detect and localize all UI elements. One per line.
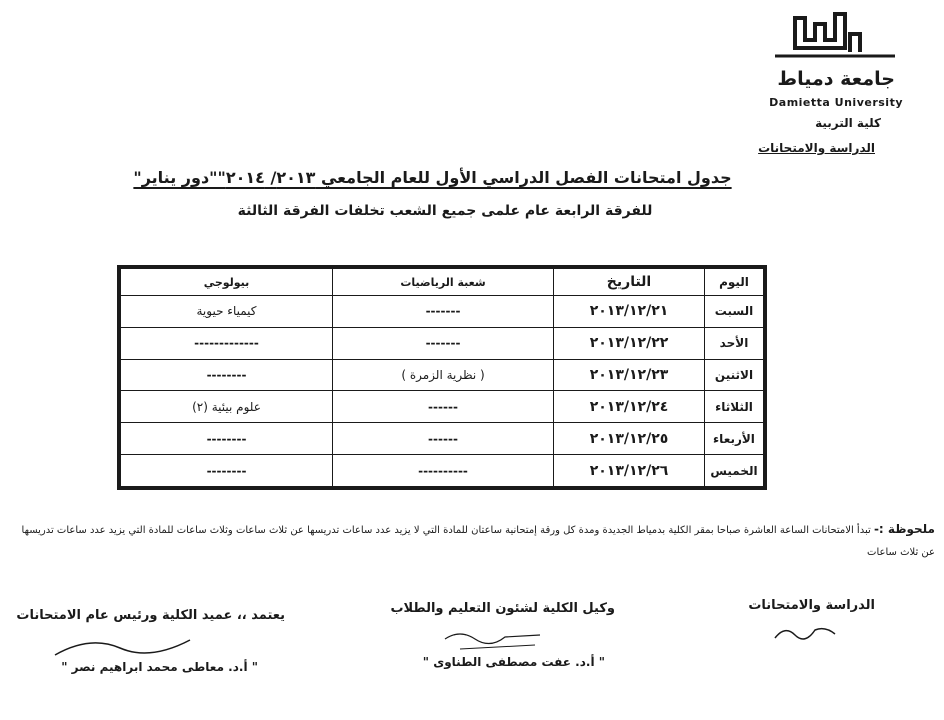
cell-bio: كيمياء حيوية (121, 296, 333, 328)
note-paragraph (10, 518, 935, 564)
cell-date: ٢٠١٣/١٢/٢٤ (554, 391, 705, 423)
page-subtitle: للفرقة الرابعة عام علمى جميع الشعب تخلفات الفرقة الثالثة (237, 203, 653, 219)
cell-date: ٢٠١٣/١٢/٢٣ (554, 359, 705, 391)
cell-math: ------- (333, 296, 554, 328)
dean-title: يعتمد ،، عميد الكلية ورئيس عام الامتحانات (16, 608, 285, 623)
table-row (121, 359, 764, 391)
dean-signature-scribble (50, 630, 200, 662)
vice-dean-signature-scribble (440, 625, 550, 653)
header-date: التاريخ (554, 269, 705, 296)
cell-math: ---------- (333, 455, 554, 487)
university-name-ar: جامعة دمياط (777, 68, 895, 90)
cell-date: ٢٠١٣/١٢/٢٥ (554, 423, 705, 455)
cell-math: ------ (333, 423, 554, 455)
dean-name: " أ.د. معاطى محمد ابراهيم نصر " (61, 660, 258, 674)
vice-dean-title: وكيل الكلية لشئون التعليم والطلاب (390, 601, 615, 616)
cell-bio: -------- (121, 455, 333, 487)
header-math: شعبة الرياضيات (333, 269, 554, 296)
cell-math: ( نظرية الزمرة ) (333, 359, 554, 391)
cell-day: الأحد (705, 327, 764, 359)
cell-bio: ------------- (121, 327, 333, 359)
dept-signature-title: الدراسة والامتحانات (748, 598, 875, 613)
university-name-en: Damietta University (769, 96, 903, 109)
table-row (121, 296, 764, 328)
cell-day: الأربعاء (705, 423, 764, 455)
cell-day: السبت (705, 296, 764, 328)
header-bio: بيولوجي (121, 269, 333, 296)
vice-dean-name: " أ.د. عفت مصطفى الطناوى " (422, 655, 605, 669)
faculty-name: كلية التربية (815, 116, 881, 130)
note-label: ملحوظة :- (873, 522, 935, 536)
note-text: تبدأ الامتحانات الساعة العاشرة صباحا بمقر الكلية بدمياط الجديدة ومدة كل ورقة إمتحانية ساعتان للمادة التي لا يزيد عدد ساعات تدريسها عن ثلاث ساعات وثلاث ساعات للمادة التي يزيد عدد ساعات تدريسها عن ثلاث ساعات (21, 525, 935, 558)
table-row (121, 391, 764, 423)
exam-schedule-table (117, 265, 767, 490)
cell-date: ٢٠١٣/١٢/٢٢ (554, 327, 705, 359)
cell-math: ------- (333, 327, 554, 359)
header-day: اليوم (705, 269, 764, 296)
cell-bio: -------- (121, 423, 333, 455)
table-row (121, 423, 764, 455)
department-name: الدراسة والامتحانات (758, 141, 875, 155)
cell-math: ------ (333, 391, 554, 423)
cell-date: ٢٠١٣/١٢/٢٦ (554, 455, 705, 487)
table-row (121, 455, 764, 487)
cell-bio: علوم بيئية (٢) (121, 391, 333, 423)
page-title: جدول امتحانات الفصل الدراسي الأول للعام الجامعي ٢٠١٣/ ٢٠١٤""دور يناير" (133, 168, 732, 187)
table-row (121, 327, 764, 359)
table-header-row (121, 269, 764, 296)
university-logo-block (755, 10, 925, 160)
cell-date: ٢٠١٣/١٢/٢١ (554, 296, 705, 328)
university-logo-icon (755, 10, 925, 70)
cell-day: الخميس (705, 455, 764, 487)
dept-signature-scribble (770, 620, 840, 645)
cell-bio: -------- (121, 359, 333, 391)
cell-day: الثلاثاء (705, 391, 764, 423)
cell-day: الاثنين (705, 359, 764, 391)
